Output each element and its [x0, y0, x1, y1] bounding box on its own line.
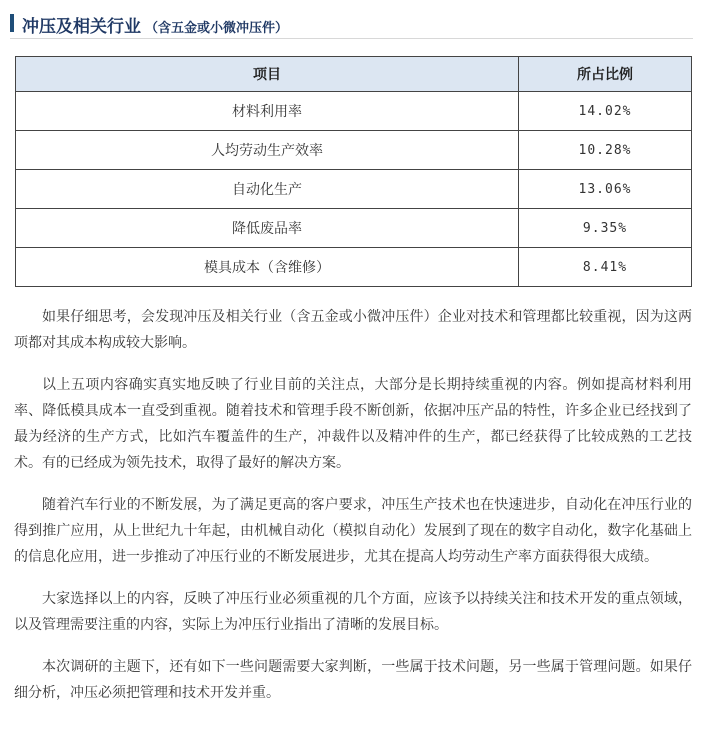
- table-header-row: [16, 57, 692, 92]
- item-cell: 自动化生产: [16, 170, 519, 209]
- paragraph: 大家选择以上的内容，反映了冲压行业必须重视的几个方面，应该予以持续关注和技术开发的重点领域，以及管理需要注重的内容，实际上为冲压行业指出了清晰的发展目标。: [14, 591, 692, 633]
- item-cell: 材料利用率: [16, 92, 519, 131]
- table-row: [16, 209, 692, 248]
- percentage-cell: 10.28%: [519, 131, 692, 170]
- section-header: [10, 10, 693, 39]
- column-header-percentage: 所占比例: [519, 57, 692, 92]
- percentage-cell: 14.02%: [519, 92, 692, 131]
- article-body: [14, 304, 692, 722]
- table-row: [16, 92, 692, 131]
- paragraph: 本次调研的主题下，还有如下一些问题需要大家判断，一些属于技术问题，另一些属于管理问题。如果仔细分析，冲压必须把管理和技术开发并重。: [14, 659, 692, 701]
- table-row: [16, 131, 692, 170]
- table-row: [16, 170, 692, 209]
- section-title: [22, 12, 288, 37]
- section-title-text: 冲压及相关行业: [22, 17, 141, 37]
- percentage-cell: 9.35%: [519, 209, 692, 248]
- survey-table: [15, 56, 692, 287]
- section-subtitle: （含五金或小微冲压件）: [145, 21, 289, 36]
- column-header-item: 项目: [16, 57, 519, 92]
- table-row: [16, 248, 692, 287]
- item-cell: 人均劳动生产效率: [16, 131, 519, 170]
- paragraph: 以上五项内容确实真实地反映了行业目前的关注点，大部分是长期持续重视的内容。例如提高材料利用率、降低模具成本一直受到重视。随着技术和管理手段不断创新，依据冲压产品的特性，许多企业已经找到了最为经济的生产方式，比如汽车覆盖件的生产，冲裁件以及精冲件的生产，都已经获得了比较成熟的工艺技术。有的已经成为领先技术，取得了最好的解决方案。: [14, 377, 692, 471]
- item-cell: 模具成本（含维修）: [16, 248, 519, 287]
- percentage-cell: 13.06%: [519, 170, 692, 209]
- paragraph: 如果仔细思考，会发现冲压及相关行业（含五金或小微冲压件）企业对技术和管理都比较重视，因为这两项都对其成本构成较大影响。: [14, 309, 692, 351]
- percentage-cell: 8.41%: [519, 248, 692, 287]
- header-accent-bar: [10, 14, 14, 32]
- paragraph: 随着汽车行业的不断发展，为了满足更高的客户要求，冲压生产技术也在快速进步，自动化在冲压行业的得到推广应用，从上世纪九十年起，由机械自动化（模拟自动化）发展到了现在的数字自动化，数字化基础上的信息化应用，进一步推动了冲压行业的不断发展进步，尤其在提高人均劳动生产率方面获得很大成绩。: [14, 497, 692, 565]
- item-cell: 降低废品率: [16, 209, 519, 248]
